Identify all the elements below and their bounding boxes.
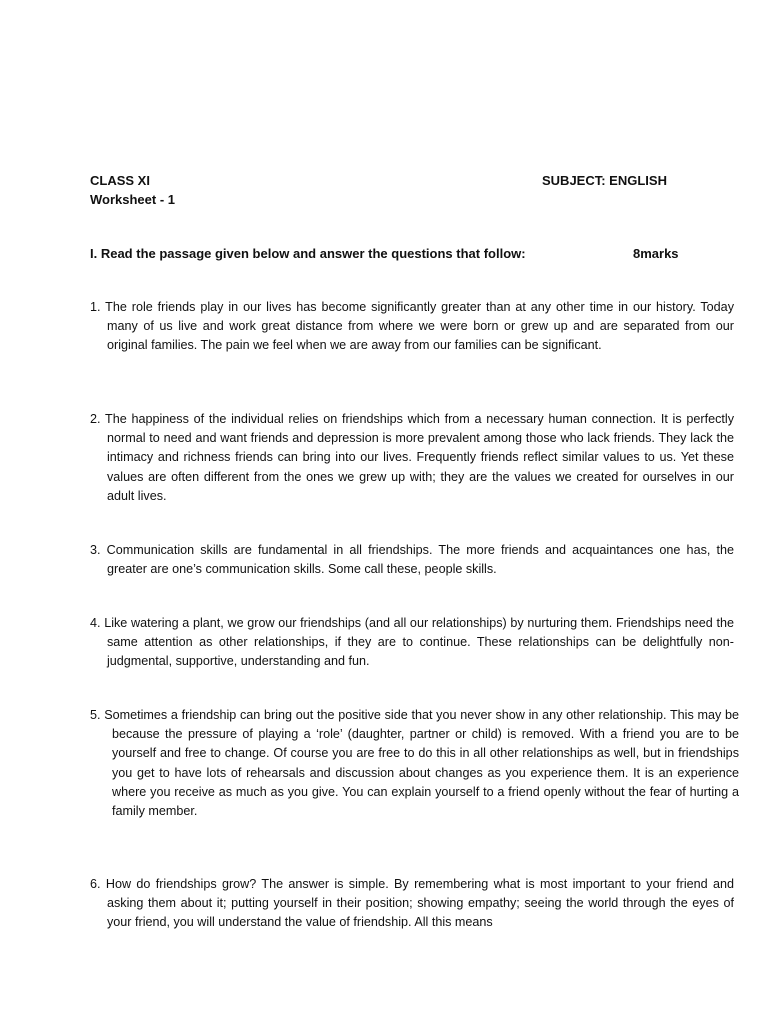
paragraph-2: 2. The happiness of the individual relies on friendships which from a necessary human connection. It is perfectly normal to need and want friends and depression is more prevalent among those who lack friends. They lack the intimacy and richness friends can bring into our lives. Frequently friends reflect similar values to us. Yet these values are often different from the ones we grew up with; they are the values we created for ourselves in our adult lives. [90, 412, 734, 503]
paragraph-3: 3. Communication skills are fundamental in all friendships. The more friends and acquaintances one has, the greater are one’s communication skills. Some call these, people skills. [90, 543, 734, 577]
paragraph-1: 1. The role friends play in our lives has become significantly greater than at any other time in our history. Today many of us live and work great distance from where we were born or grew up and are separated from our original families. The pain we feel when we are away from our families can be significant. [90, 300, 734, 353]
paragraph-6: 6. How do friendships grow? The answer is simple. By remembering what is most important to your friend and asking them about it; putting yourself in their position; showing empathy; seeing the world through the eyes of your friend, you will understand the value of friendship. All this means [90, 877, 734, 930]
class-label: CLASS XI [90, 173, 150, 188]
worksheet-title: Worksheet - 1 [90, 192, 176, 207]
instruction-text: I. Read the passage given below and answer the questions that follow: [90, 246, 526, 261]
paragraph-4: 4. Like watering a plant, we grow our friendships (and all our relationships) by nurturing them. Friendships need the same attention as other relationships, if they are to continue. These relationships can be delightfully non-judgmental, supportive, understanding and fun. [90, 616, 734, 669]
marks-label: 8marks [633, 246, 679, 261]
paragraph-5: 5. Sometimes a friendship can bring out the positive side that you never show in any other relationship. This may be because the pressure of playing a ‘role’ (daughter, partner or child) is removed. With a friend you are to be yourself and free to change. Of course you are free to do this in all other relationships as well, but in friendships you get to have lots of rehearsals and discussion about changes as you experience them. It is an experience where you receive as much as you give. You can explain yourself to a friend openly without the fear of hurting a family member. [90, 708, 739, 819]
subject-label: SUBJECT: ENGLISH [542, 173, 667, 188]
